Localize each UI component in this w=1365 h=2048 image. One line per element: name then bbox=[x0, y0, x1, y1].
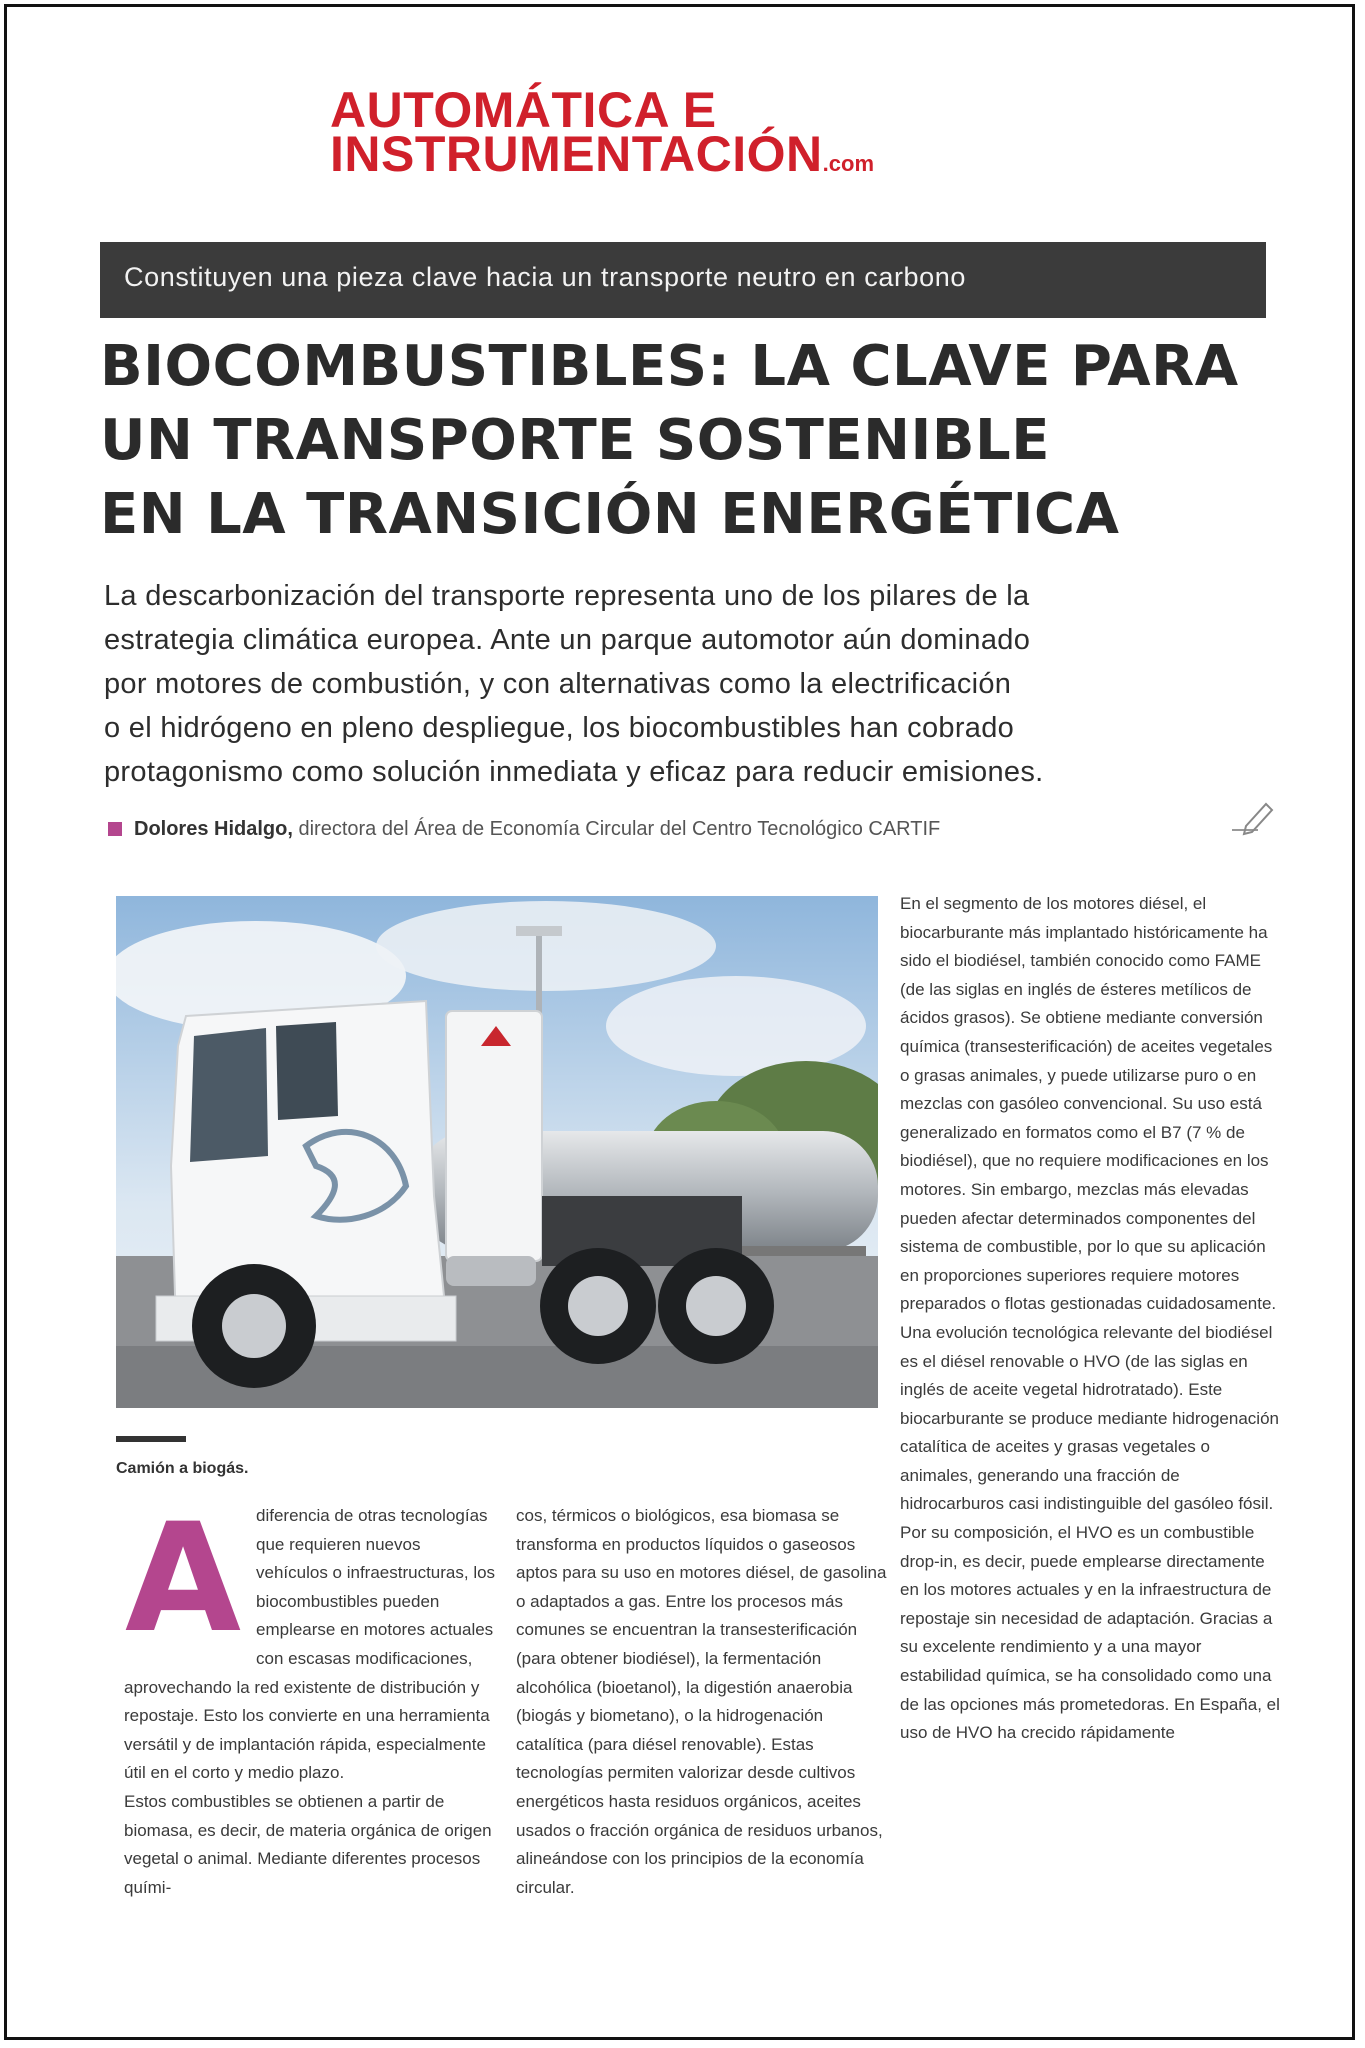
body-paragraph: En el segmento de los motores diésel, el biocarburante más implantado históricamente ha sido el biodiésel, también conocido como FAME (de las siglas en inglés de ésteres metílicos de ácidos grasos). Se obtiene mediante conversión química (transesterificación) de aceites vegetales o grasas animales, y puede utilizarse puro o en mezclas con gasóleo convencional. Su uso está generalizado en formatos como el B7 (7 % de biodiésel), que no requiere modificaciones en los motores. Sin embargo, mezclas más elevadas pueden afectar determinados componentes del sistema de combustible, por lo que su aplicación en proporciones superiores requiere motores preparados o flotas gestionadas cuidadosamente. bbox=[900, 894, 1277, 1314]
body-paragraph: cos, térmicos o biológicos, esa biomasa se transforma en productos líquidos o gaseosos aptos para su uso en motores diésel, de gasolina o adaptados a gas. Entre los procesos más comunes se encuentran la transesterificación (para obtener biodiésel), la fermentación alcohólica (bioetanol), la digestión anaerobia (biogás y biometano), o la hidrogenación catalítica (para diésel renovable). Estas tecnologías permiten valorizar desde cultivos energéticos hasta residuos orgánicos, aceites usados o fracción orgánica de residuos urbanos, alineándose con los principios de la economía circular. bbox=[516, 1506, 887, 1897]
masthead-line-1: AUTOMÁTICA E bbox=[330, 82, 717, 138]
body-paragraph: Estos combustibles se obtienen a partir de biomasa, es decir, de materia orgánica de origen vegetal o animal. Mediante diferentes procesos quími- bbox=[124, 1791, 492, 1897]
author-role: directora del Área de Economía Circular del Centro Tecnológico CARTIF bbox=[292, 818, 941, 840]
author-name: Dolores Hidalgo, bbox=[134, 818, 293, 840]
masthead-line-2 bbox=[330, 126, 875, 186]
article-lead bbox=[104, 574, 1284, 794]
pencil-icon bbox=[1232, 796, 1276, 836]
headline-line: UN TRANSPORTE SOSTENIBLE bbox=[100, 408, 1050, 473]
lead-line: La descarbonización del transporte representa uno de los pilares de la bbox=[104, 580, 1030, 612]
body-paragraph: Una evolución tecnológica relevante del biodiésel es el diésel renovable o HVO (de las siglas en inglés de aceite vegetal hidrotratado). Este biocarburante se produce mediante hidrogenación catalítica de aceites y grasas vegetales o animales, generando una fracción de hidrocarburos casi indistinguible del gasóleo fósil. Por su composición, el HVO es un combustible drop-in, es decir, puede emplearse directamente en los motores actuales y en la infraestructura de repostaje sin necesidad de adaptación. Gracias a su excelente rendimiento y a una mayor estabilidad química, se ha consolidado como una de las opciones más prometedoras. En España, el uso de HVO ha crecido rápidamente bbox=[900, 1322, 1280, 1743]
lead-line: o el hidrógeno en pleno despliegue, los biocombustibles han cobrado bbox=[104, 712, 1015, 744]
article-headline bbox=[100, 330, 1280, 552]
photo-caption: Camión a biogás. bbox=[116, 1460, 249, 1477]
lead-line: protagonismo como solución inmediata y eficaz para reducir emisiones. bbox=[104, 756, 1044, 788]
drop-cap: A bbox=[124, 1492, 242, 1666]
masthead-suffix: .com bbox=[822, 151, 875, 176]
body-column-2 bbox=[516, 1502, 888, 1902]
body-column-3 bbox=[900, 890, 1280, 1748]
byline bbox=[108, 818, 1268, 841]
byline-marker bbox=[108, 822, 122, 836]
truck-illustration bbox=[116, 896, 878, 1408]
masthead-logo bbox=[330, 82, 875, 186]
lead-line: estrategia climática europea. Ante un parque automotor aún dominado bbox=[104, 624, 1031, 656]
kicker-banner: Constituyen una pieza clave hacia un transporte neutro en carbono bbox=[100, 242, 1266, 318]
headline-line: EN LA TRANSICIÓN ENERGÉTICA bbox=[100, 482, 1120, 547]
caption-rule bbox=[116, 1436, 186, 1442]
truck-photo bbox=[116, 896, 878, 1408]
body-paragraph: diferencia de otras tecnologías que requieren nuevos vehículos o infraestructuras, los biocombustibles pueden emplearse en motores actuales con escasas modificaciones, aprovechando la red existente de distribución y repostaje. Esto los convierte en una herramienta versátil y de implantación rápida, especialmente útil en el corto y medio plazo. bbox=[124, 1506, 496, 1783]
body-column-1 bbox=[124, 1492, 496, 1902]
masthead-line-2-text: INSTRUMENTACIÓN bbox=[330, 126, 823, 182]
lead-line: por motores de combustión, y con alternativas como la electrificación bbox=[104, 668, 1012, 700]
headline-line: BIOCOMBUSTIBLES: LA CLAVE PARA bbox=[100, 334, 1239, 399]
